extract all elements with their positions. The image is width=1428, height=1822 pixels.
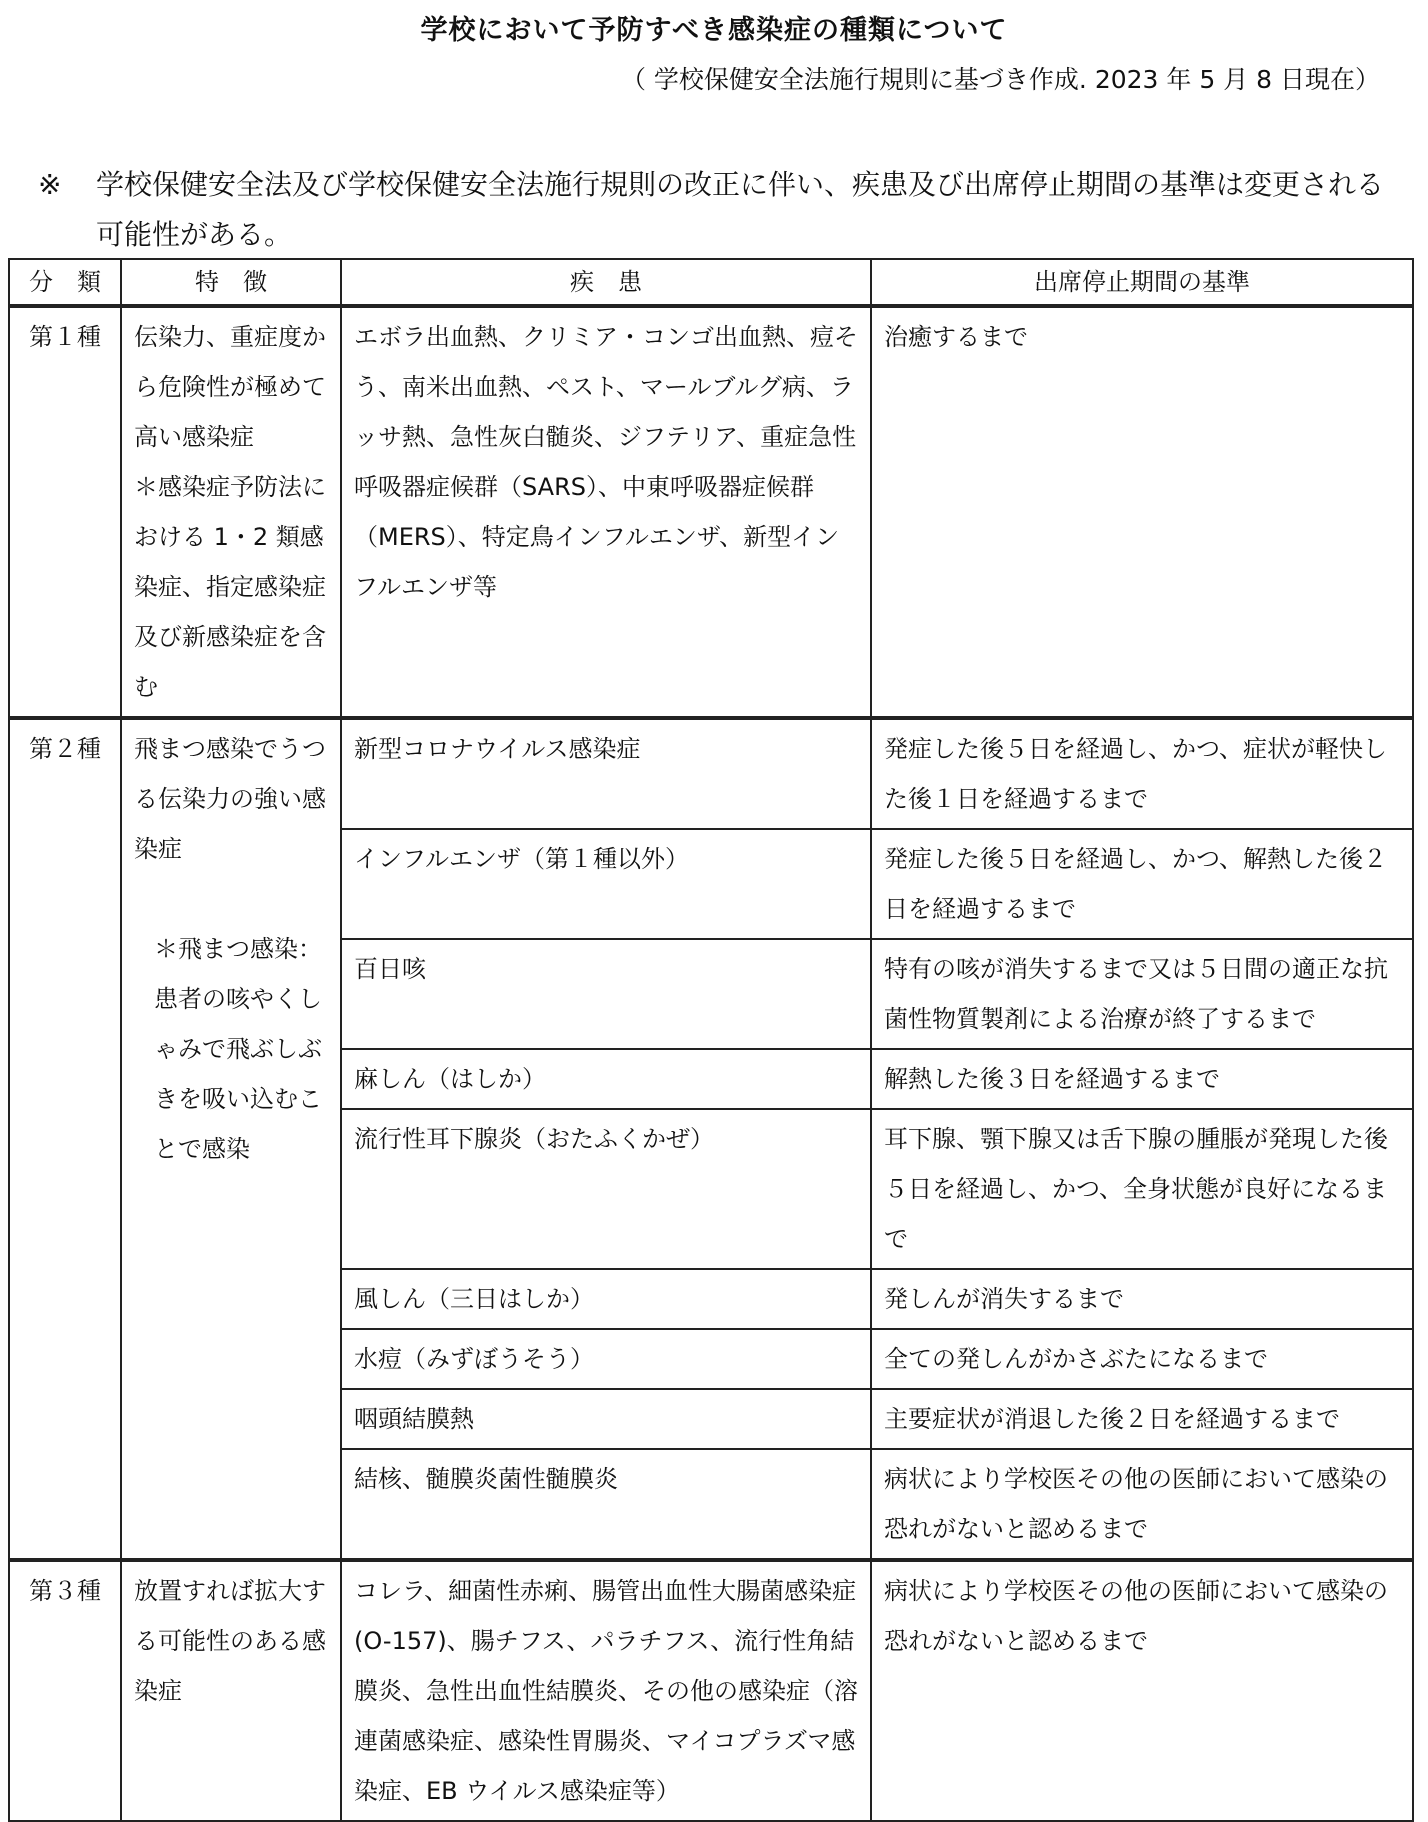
disease-cell: 風しん（三日はしか） bbox=[341, 1269, 871, 1329]
header-criteria: 出席停止期間の基準 bbox=[871, 259, 1413, 306]
feature-note: ＊感染症予防法における 1・2 類感染症、指定感染症及び新感染症を含む bbox=[134, 473, 326, 701]
table-row bbox=[9, 718, 1413, 829]
criteria-cell: 発症した後５日を経過し、かつ、症状が軽快した後１日を経過するまで bbox=[871, 718, 1413, 829]
page-subtitle: （ 学校保健安全法施行規則に基づき作成. 2023 年 5 月 8 日現在） bbox=[620, 65, 1380, 94]
criteria-cell: 解熱した後３日を経過するまで bbox=[871, 1049, 1413, 1109]
criteria-cell: 特有の咳が消失するまで又は５日間の適正な抗菌性物質製剤による治療が終了するまで bbox=[871, 939, 1413, 1049]
feature-cell bbox=[121, 1560, 341, 1821]
disease-cell: 百日咳 bbox=[341, 939, 871, 1049]
header-feature: 特 徴 bbox=[121, 259, 341, 306]
feature-text: 放置すれば拡大する可能性のある感染症 bbox=[134, 1577, 326, 1705]
revision-note bbox=[38, 160, 1408, 260]
disease-cell: エボラ出血熱、クリミア・コンゴ出血熱、痘そう、南米出血熱、ペスト、マールブルグ病、ラッサ熱、急性灰白髄炎、ジフテリア、重症急性呼吸器症候群（SARS）、中東呼吸器症候群（MERS）、特定鳥インフルエンザ、新型インフルエンザ等 bbox=[341, 306, 871, 718]
table-header-row bbox=[9, 259, 1413, 306]
feature-note: ＊飛まつ感染：患者の咳やくしゃみで飛ぶしぶきを吸い込むことで感染 bbox=[154, 935, 322, 1163]
note-text: 学校保健安全法及び学校保健安全法施行規則の改正に伴い、疾患及び出席停止期間の基準は変更される可能性がある。 bbox=[96, 168, 1385, 251]
disease-cell: 水痘（みずぼうそう） bbox=[341, 1329, 871, 1389]
table-row bbox=[9, 306, 1413, 718]
disease-cell: 新型コロナウイルス感染症 bbox=[341, 718, 871, 829]
disease-cell: 麻しん（はしか） bbox=[341, 1049, 871, 1109]
note-mark: ※ bbox=[38, 168, 62, 201]
category-cell: 第３種 bbox=[9, 1560, 121, 1821]
header-disease: 疾 患 bbox=[341, 259, 871, 306]
feature-text: 飛まつ感染でうつる伝染力の強い感染症 bbox=[134, 735, 326, 863]
criteria-cell: 病状により学校医その他の医師において感染の恐れがないと認めるまで bbox=[871, 1449, 1413, 1560]
feature-cell bbox=[121, 306, 341, 718]
criteria-cell: 全ての発しんがかさぶたになるまで bbox=[871, 1329, 1413, 1389]
criteria-cell: 耳下腺、顎下腺又は舌下腺の腫脹が発現した後５日を経過し、かつ、全身状態が良好になるまで bbox=[871, 1109, 1413, 1269]
disease-cell: 流行性耳下腺炎（おたふくかぜ） bbox=[341, 1109, 871, 1269]
disease-cell: コレラ、細菌性赤痢、腸管出血性大腸菌感染症(O-157)、腸チフス、パラチフス、流行性角結膜炎、急性出血性結膜炎、その他の感染症（溶連菌感染症、感染性胃腸炎、マイコプラズマ感染症、EB ウイルス感染症等） bbox=[341, 1560, 871, 1821]
criteria-cell: 病状により学校医その他の医師において感染の恐れがないと認めるまで bbox=[871, 1560, 1413, 1821]
category-cell: 第１種 bbox=[9, 306, 121, 718]
criteria-cell: 治癒するまで bbox=[871, 306, 1413, 718]
page-title: 学校において予防すべき感染症の種類について bbox=[420, 15, 1008, 46]
disease-cell: 結核、髄膜炎菌性髄膜炎 bbox=[341, 1449, 871, 1560]
criteria-cell: 主要症状が消退した後２日を経過するまで bbox=[871, 1389, 1413, 1449]
category-cell: 第２種 bbox=[9, 718, 121, 1560]
infection-table bbox=[8, 258, 1414, 1822]
criteria-cell: 発しんが消失するまで bbox=[871, 1269, 1413, 1329]
feature-cell bbox=[121, 718, 341, 1560]
table-row bbox=[9, 1560, 1413, 1821]
criteria-cell: 発症した後５日を経過し、かつ、解熱した後２日を経過するまで bbox=[871, 829, 1413, 939]
header-category: 分 類 bbox=[9, 259, 121, 306]
disease-cell: 咽頭結膜熱 bbox=[341, 1389, 871, 1449]
feature-text: 伝染力、重症度から危険性が極めて高い感染症 bbox=[134, 323, 326, 451]
disease-cell: インフルエンザ（第１種以外） bbox=[341, 829, 871, 939]
